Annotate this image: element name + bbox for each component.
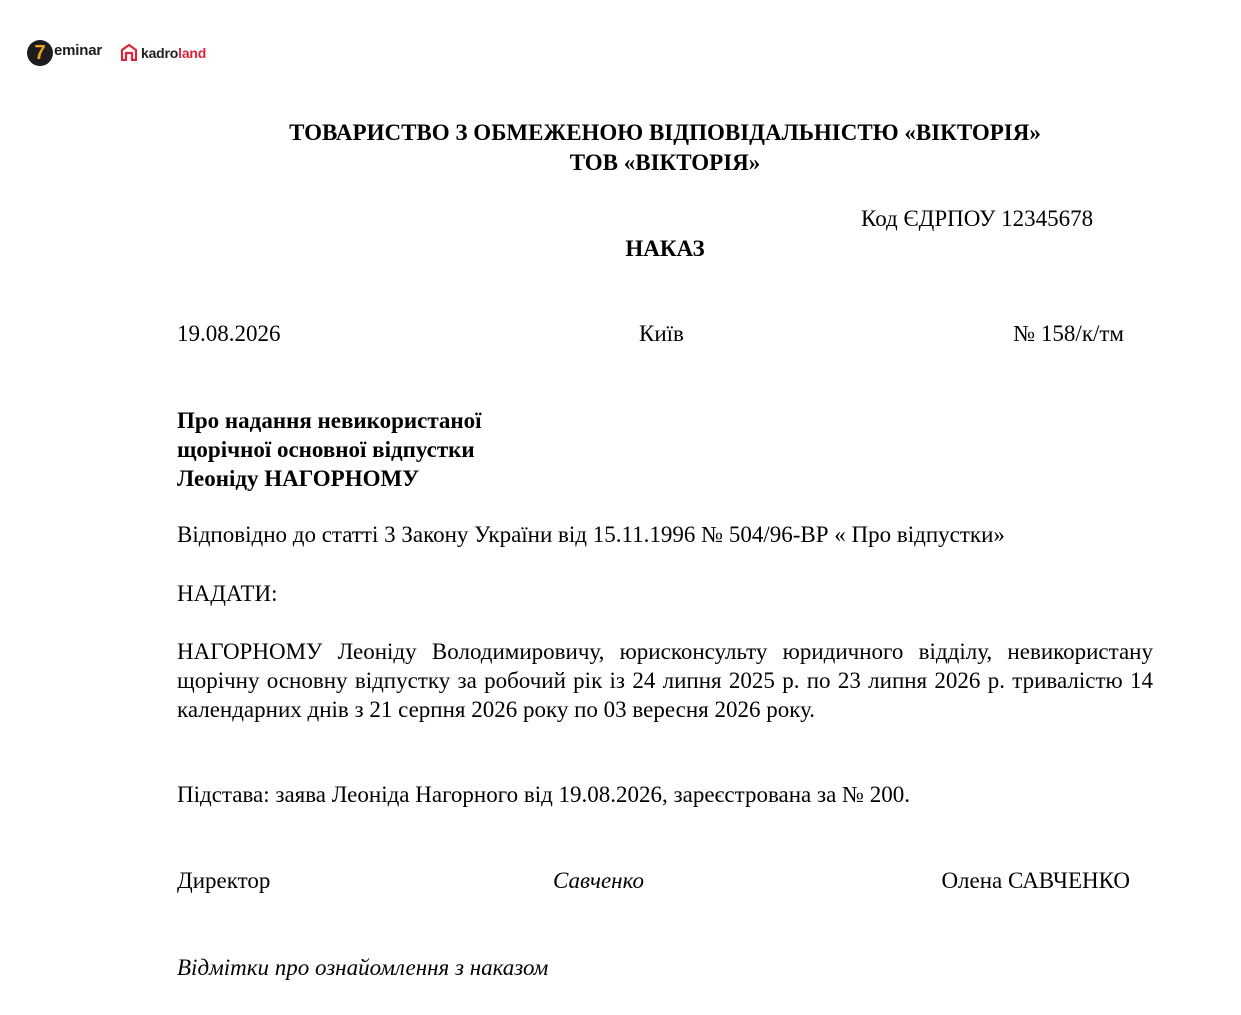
directive-heading: НАДАТИ:: [177, 581, 278, 606]
signer-position: Директор: [177, 868, 271, 893]
signer-name: Олена САВЧЕНКО: [941, 868, 1130, 893]
seminar-logo-badge: 7: [27, 40, 53, 66]
legal-basis: Відповідно до статті 3 Закону України від 15.11.1996 № 504/96-ВР « Про відпустки»: [177, 522, 1005, 547]
kadroland-logo-text: [141, 45, 206, 61]
subject-line: Леоніду НАГОРНОМУ: [177, 466, 420, 491]
kadroland-logo-part1: kadro: [141, 45, 179, 61]
order-body-paragraph: НАГОРНОМУ Леоніду Володимировичу, юрисконсульту юридичного відділу, невикористану щорічну основну відпустку за робочий рік із 24 липня 2025 р. по 23 липня 2026 р. тривалістю 14 календарних днів з 21 серпня 2026 року по 03 вересня 2026 року.: [177, 639, 1153, 722]
order-city: Київ: [639, 321, 684, 346]
organization-short-name: ТОВ «ВІКТОРІЯ»: [569, 150, 761, 175]
subject-line: щорічної основної відпустки: [177, 437, 475, 462]
acknowledgement-note: Відмітки про ознайомлення з наказом: [177, 955, 549, 980]
order-number: № 158/к/тм: [1013, 321, 1124, 346]
kadroland-logo-part2: land: [178, 45, 207, 61]
document-type-title: НАКАЗ: [625, 236, 705, 261]
organization-full-name: ТОВАРИСТВО З ОБМЕЖЕНОЮ ВІДПОВІДАЛЬНІСТЮ «ВІКТОРІЯ»: [289, 120, 1041, 145]
order-ground: Підстава: заява Леоніда Нагорного від 19.08.2026, зареєстрована за № 200.: [177, 782, 910, 807]
subject-line: Про надання невикористаної: [177, 408, 482, 433]
kadroland-logo-icon: [120, 43, 138, 61]
signer-signature: Савченко: [553, 868, 644, 893]
order-date: 19.08.2026: [177, 321, 281, 346]
edrpou-code: Код ЄДРПОУ 12345678: [861, 206, 1094, 231]
order-subject: [177, 406, 482, 493]
seminar-logo-text: eminar: [54, 42, 102, 59]
